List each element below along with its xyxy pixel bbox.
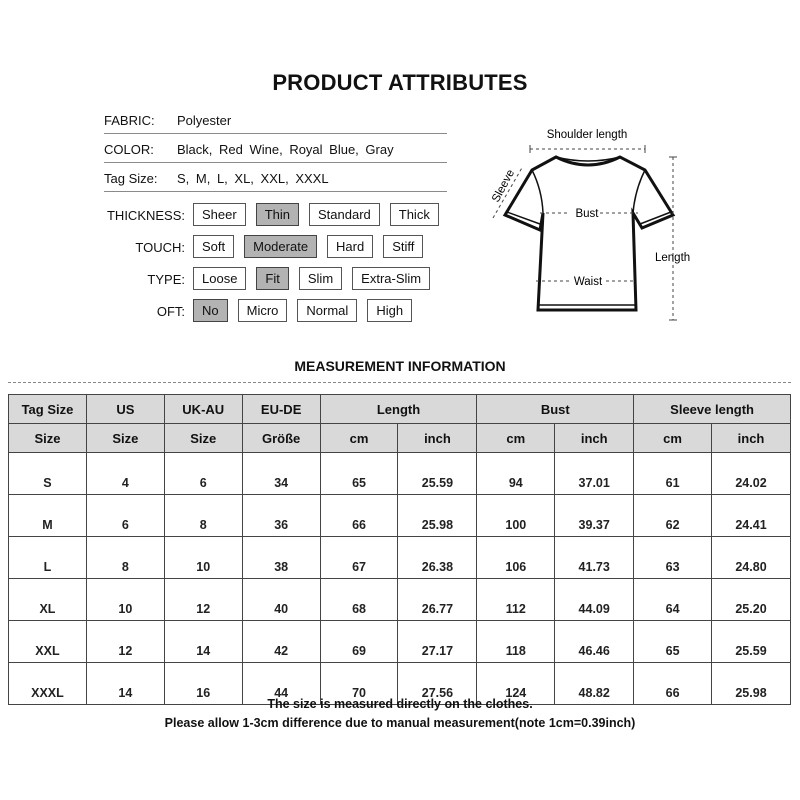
note-measured: The size is measured directly on the clothes. [267, 697, 533, 711]
tshirt-diagram [470, 115, 710, 335]
attr-label: COLOR: [104, 142, 154, 157]
table-cell: 6 [164, 453, 242, 495]
table-cell: 64 [634, 579, 712, 621]
note-allowance: Please allow 1-3cm difference due to manual measurement(note 1cm=0.39inch) [164, 716, 636, 730]
table-cell: 70 [320, 663, 398, 705]
table-cell: 48.82 [555, 663, 634, 705]
table-cell: 124 [477, 663, 555, 705]
length-label: Length [655, 252, 691, 264]
table-cell: 16 [164, 663, 242, 705]
header-row-1 [9, 395, 791, 424]
header-cell: cm [477, 424, 555, 453]
table-cell: 27.56 [398, 663, 477, 705]
table-cell: XXL [9, 621, 87, 663]
option-row-type [147, 267, 430, 291]
table-cell: L [9, 537, 87, 579]
table-cell: 46.46 [555, 621, 634, 663]
table-cell: 94 [477, 453, 555, 495]
sleeve-label: Sleeve [490, 167, 518, 205]
table-cell: 118 [477, 621, 555, 663]
option-label: OFT: [156, 304, 185, 319]
table-cell: 44.09 [555, 579, 634, 621]
table-cell: 24.02 [712, 453, 791, 495]
header-cell: inch [398, 424, 477, 453]
attr-tag-size [104, 165, 447, 192]
option-sheer: Sheer [193, 203, 246, 226]
table-row [9, 495, 791, 537]
table-cell: S [9, 453, 87, 495]
table-cell: 12 [164, 579, 242, 621]
bust-label: Bust [575, 208, 599, 220]
tshirt-icon [470, 115, 710, 335]
table-cell: XL [9, 579, 87, 621]
option-label: THICKNESS: [106, 208, 185, 223]
option-normal: Normal [297, 299, 357, 322]
table-cell: 44 [242, 663, 320, 705]
table-cell: 25.20 [712, 579, 791, 621]
option-soft: Soft [193, 235, 234, 258]
option-no-selected: No [193, 299, 228, 322]
table-cell: 69 [320, 621, 398, 663]
header-cell: cm [634, 424, 712, 453]
attr-label: FABRIC: [104, 113, 155, 128]
table-cell: 65 [320, 453, 398, 495]
header-cell: Size [164, 424, 242, 453]
attr-value: Polyester [177, 113, 232, 128]
table-cell: 65 [634, 621, 712, 663]
table-cell: 68 [320, 579, 398, 621]
table-row [9, 453, 791, 495]
header-cell: cm [320, 424, 398, 453]
table-cell: 25.59 [398, 453, 477, 495]
table-cell: 26.38 [398, 537, 477, 579]
header-cell: Bust [477, 395, 634, 424]
table-cell: 37.01 [555, 453, 634, 495]
option-standard: Standard [309, 203, 380, 226]
table-cell: 34 [242, 453, 320, 495]
table-cell: 61 [634, 453, 712, 495]
table-cell: 100 [477, 495, 555, 537]
table-row [9, 537, 791, 579]
option-fit-selected: Fit [256, 267, 288, 290]
option-slim: Slim [299, 267, 342, 290]
option-moderate-selected: Moderate [244, 235, 317, 258]
table-cell: 14 [164, 621, 242, 663]
header-cell: inch [712, 424, 791, 453]
attr-fabric [104, 107, 447, 134]
header-cell: US [86, 395, 164, 424]
option-micro: Micro [238, 299, 288, 322]
header-row-2 [9, 424, 791, 453]
header-cell: inch [555, 424, 634, 453]
measurement-table [8, 394, 791, 705]
attr-label: Tag Size: [104, 171, 158, 186]
table-cell: 63 [634, 537, 712, 579]
waist-label: Waist [573, 276, 603, 288]
table-cell: 25.59 [712, 621, 791, 663]
table-cell: 4 [86, 453, 164, 495]
option-label: TOUCH: [135, 240, 185, 255]
attr-color [104, 136, 447, 163]
table-cell: 112 [477, 579, 555, 621]
divider [8, 382, 791, 383]
table-cell: 62 [634, 495, 712, 537]
header-cell: Größe [242, 424, 320, 453]
table-cell: 8 [164, 495, 242, 537]
header-cell: Size [9, 424, 87, 453]
attr-value: Black, Red Wine, Royal Blue, Gray [177, 142, 394, 157]
measurement-title: MEASUREMENT INFORMATION [294, 358, 506, 374]
header-cell: Tag Size [9, 395, 87, 424]
table-cell: 24.80 [712, 537, 791, 579]
table-cell: 66 [320, 495, 398, 537]
table-row [9, 621, 791, 663]
table-cell: 14 [86, 663, 164, 705]
table-cell: 67 [320, 537, 398, 579]
table-cell: 106 [477, 537, 555, 579]
table-cell: 8 [86, 537, 164, 579]
option-hard: Hard [327, 235, 373, 258]
table-cell: 6 [86, 495, 164, 537]
table-cell: 24.41 [712, 495, 791, 537]
table-cell: 39.37 [555, 495, 634, 537]
option-thin-selected: Thin [256, 203, 299, 226]
header-cell: Size [86, 424, 164, 453]
table-cell: 10 [86, 579, 164, 621]
table-cell: 25.98 [398, 495, 477, 537]
option-row-thickness [106, 203, 439, 227]
table-cell: 25.98 [712, 663, 791, 705]
table-cell: XXXL [9, 663, 87, 705]
table-cell: 26.77 [398, 579, 477, 621]
table-cell: 40 [242, 579, 320, 621]
table-cell: 41.73 [555, 537, 634, 579]
option-stiff: Stiff [383, 235, 423, 258]
header-cell: UK-AU [164, 395, 242, 424]
shoulder-length-label: Shoulder length [546, 129, 628, 141]
option-loose: Loose [193, 267, 246, 290]
table-cell: 10 [164, 537, 242, 579]
table-cell: 36 [242, 495, 320, 537]
table-cell: 66 [634, 663, 712, 705]
option-extra-slim: Extra-Slim [352, 267, 430, 290]
option-high: High [367, 299, 412, 322]
table-cell: 38 [242, 537, 320, 579]
header-cell: EU-DE [242, 395, 320, 424]
header-cell: Length [320, 395, 477, 424]
table-cell: 12 [86, 621, 164, 663]
option-row-touch [135, 235, 423, 259]
table-cell: 27.17 [398, 621, 477, 663]
table-cell: M [9, 495, 87, 537]
attr-value: S, M, L, XL, XXL, XXXL [177, 171, 329, 186]
table-cell: 42 [242, 621, 320, 663]
page-title: PRODUCT ATTRIBUTES [272, 70, 528, 95]
header-cell: Sleeve length [634, 395, 791, 424]
table-row [9, 579, 791, 621]
option-thick: Thick [390, 203, 439, 226]
option-label: TYPE: [147, 272, 185, 287]
option-row-oft [156, 299, 412, 323]
